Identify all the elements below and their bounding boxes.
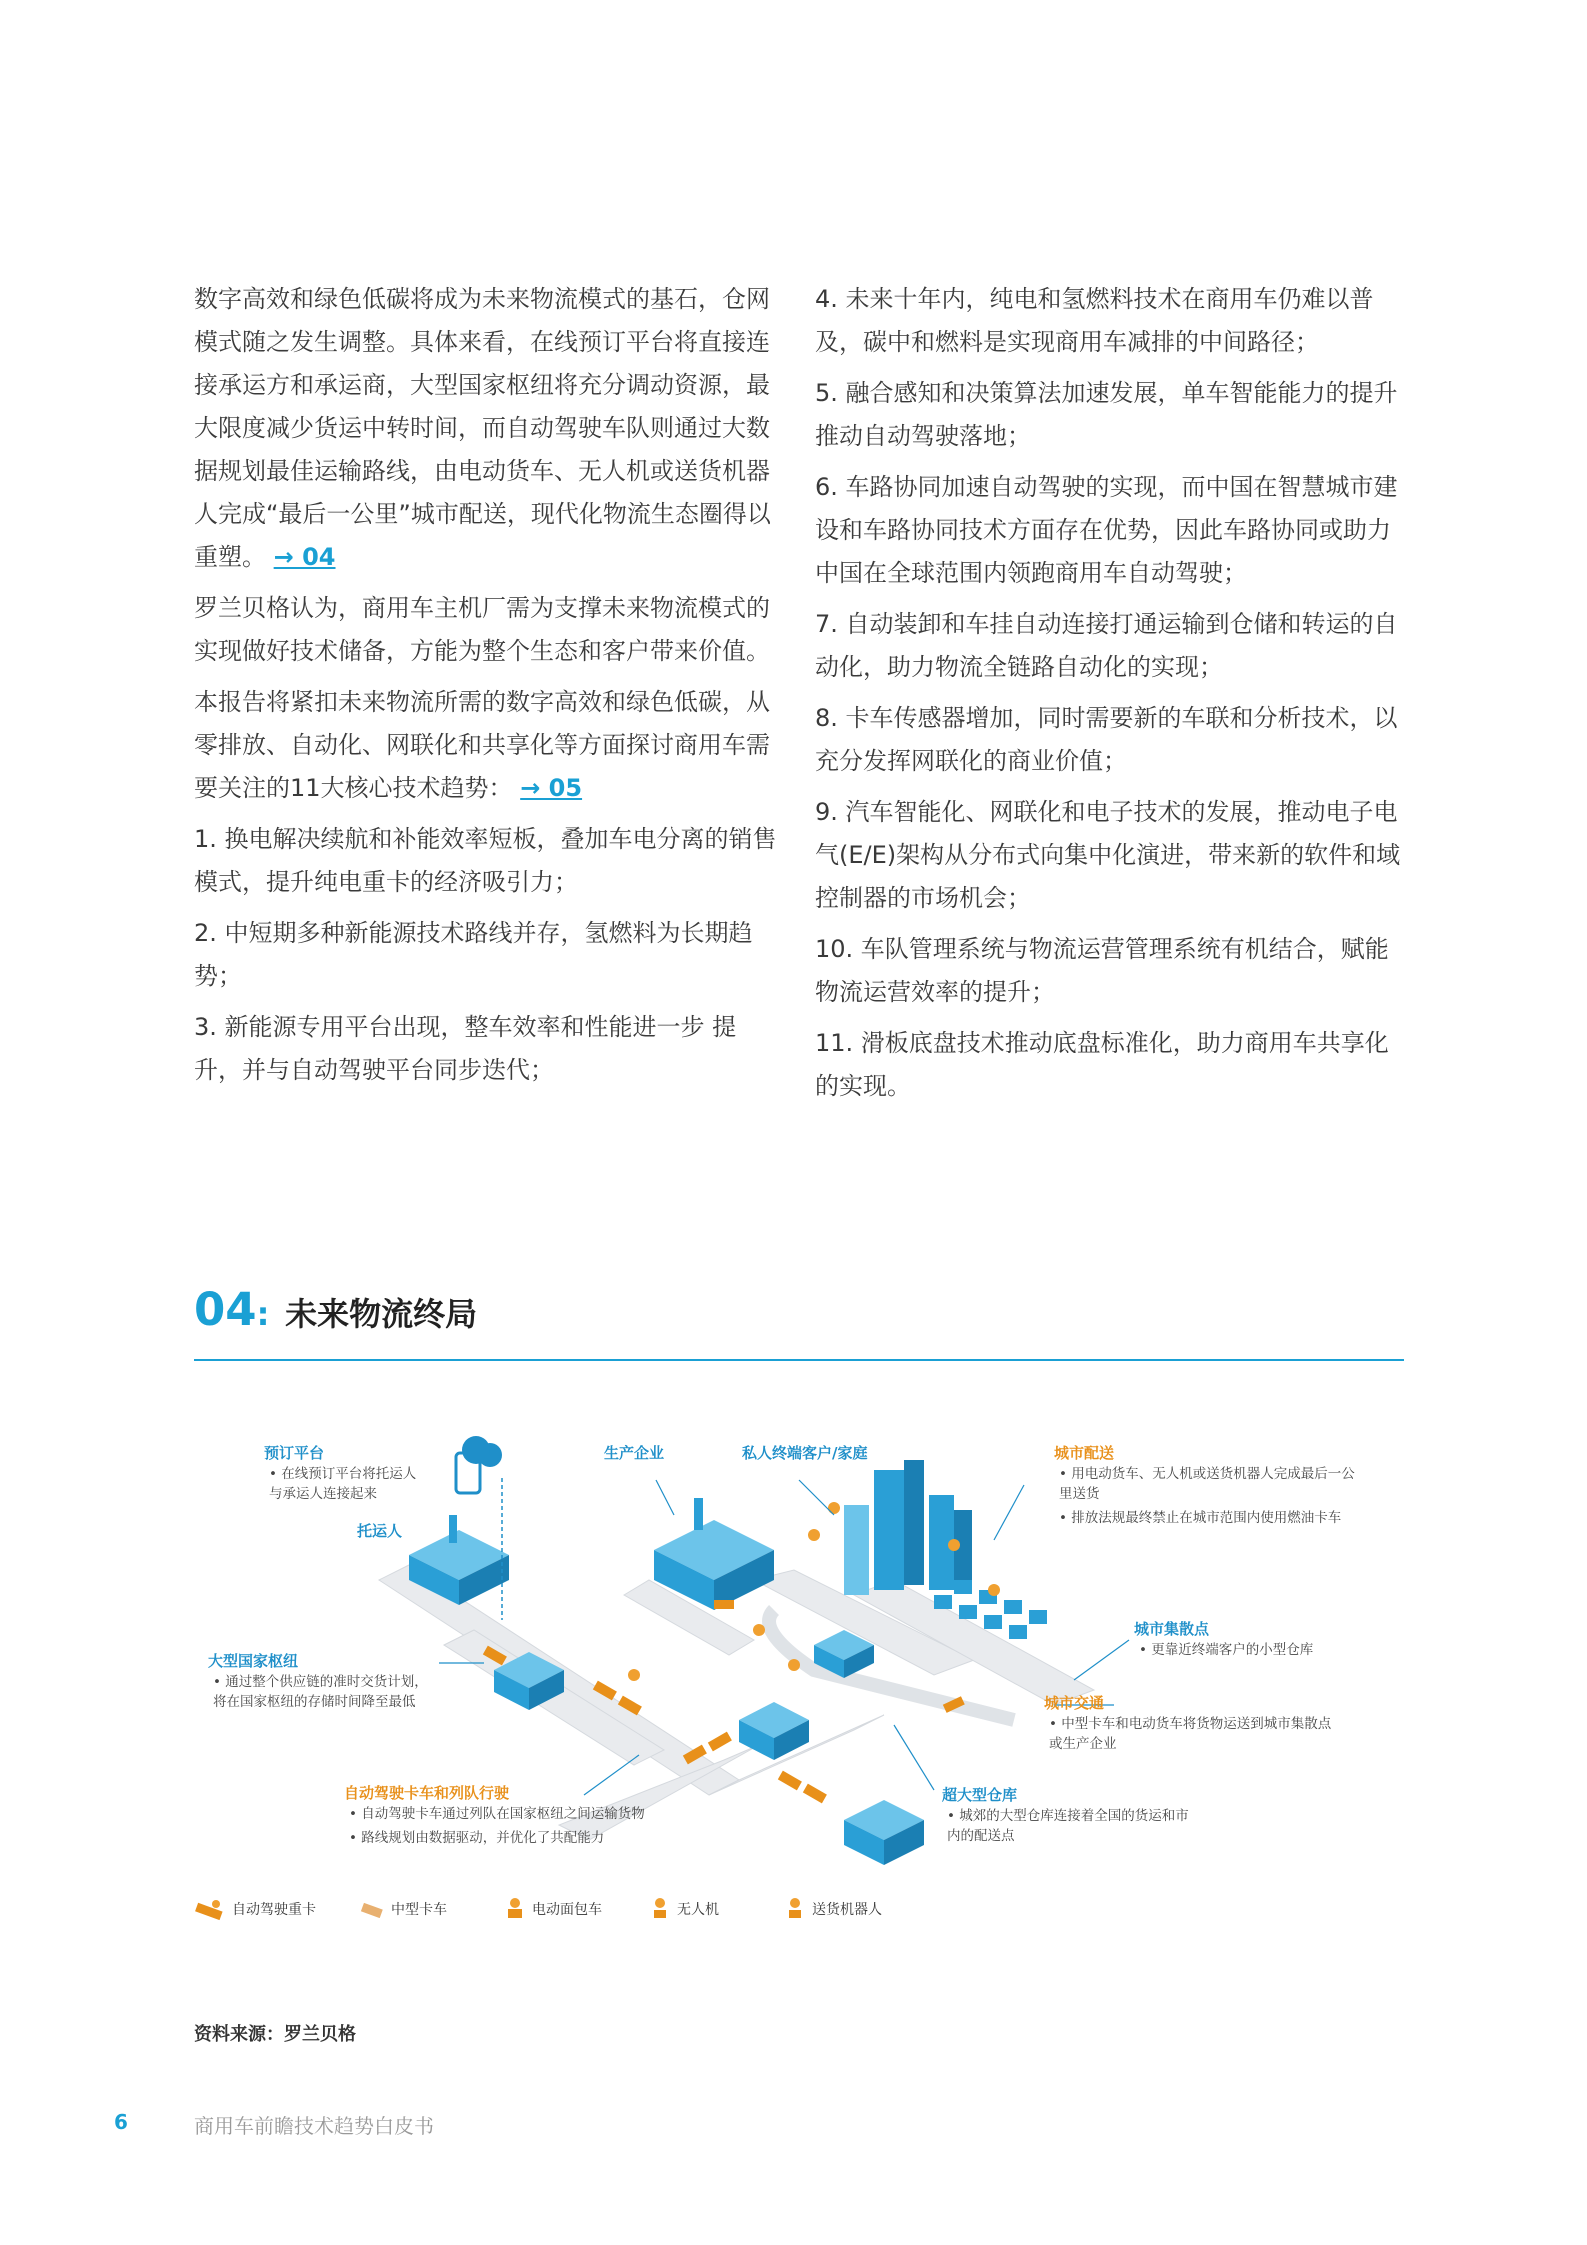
- left-text-column: [194, 278, 784, 1100]
- trend-item: 1. 换电解决续航和补能效率短板，叠加车电分离的销售模式，提升纯电重卡的经济吸引力；: [194, 825, 777, 896]
- warehouse-desc: • 城郊的大型仓库连接着全国的货运和市 内的配送点: [947, 1808, 1189, 1844]
- delivery-robot-icon: [784, 1897, 806, 1923]
- section-divider: [194, 1359, 1404, 1361]
- mega-warehouse: [844, 1800, 924, 1865]
- legend-item: 无人机: [649, 1895, 719, 1925]
- trend-item: 4. 未来十年内，纯电和氢燃料技术在商用车仍难以普及，碳中和燃料是实现商用车减排的中间路径；: [815, 285, 1374, 356]
- trend-item: 2. 中短期多种新能源技术路线并存，氢燃料为长期趋势；: [194, 919, 753, 990]
- electric-van-icon: [504, 1897, 526, 1923]
- trend-item: 11. 滑板底盘技术推动底盘标准化，助力商用车共享化的实现。: [815, 1029, 1389, 1100]
- producer-title: 生产企业: [604, 1444, 665, 1462]
- autonomous-desc-1: • 自动驾驶卡车通过列队在国家枢纽之间运输货物: [349, 1806, 645, 1822]
- city-towers: [844, 1460, 972, 1595]
- legend-item: 中型卡车: [359, 1895, 447, 1925]
- label-city-hub: [1134, 1618, 1313, 1660]
- diagram-legend: [194, 1895, 994, 1935]
- autonomous-title: 自动驾驶卡车和列队行驶: [344, 1784, 510, 1802]
- trend-item: 8. 卡车传感器增加，同时需要新的车联和分析技术，以充分发挥网联化的商业价值；: [815, 704, 1398, 775]
- booking-desc: • 在线预订平台将托运人 与承运人连接起来: [269, 1466, 417, 1502]
- ref-link-04[interactable]: → 04: [273, 543, 336, 571]
- trend-item: 3. 新能源专用平台出现，整车效率和性能进一步 提升，并与自动驾驶平台同步迭代；: [194, 1013, 737, 1084]
- city-delivery-desc-1: • 用电动货车、无人机或送货机器人完成最后一公 里送货: [1059, 1466, 1355, 1502]
- ref-link-05[interactable]: → 05: [520, 774, 583, 802]
- shipper-title: 托运人: [357, 1522, 403, 1540]
- autonomous-truck-icon: [194, 1899, 226, 1921]
- section-separator: :: [256, 1295, 270, 1333]
- rolandberger-paragraph: 罗兰贝格认为，商用车主机厂需为支撑未来物流模式的实现做好技术储备，方能为整个生态和客户带来价值。: [194, 594, 770, 665]
- label-warehouse: [942, 1784, 1272, 1846]
- label-city-delivery: [1054, 1442, 1414, 1528]
- label-producer: [604, 1442, 664, 1464]
- autonomous-desc-2: • 路线规划由数据驱动，并优化了共配能力: [349, 1830, 605, 1846]
- section-number: 04: [194, 1283, 257, 1336]
- medium-truck-icon: [359, 1899, 385, 1921]
- city-traffic-title: 城市交通: [1044, 1694, 1105, 1712]
- intro-paragraph: 数字高效和绿色低碳将成为未来物流模式的基石，仓网模式随之发生调整。具体来看，在线预订平台将直接连接承运方和承运商，大型国家枢纽将充分调动资源，最大限度减少货运中转时间，而自动驾驶车队则通过大数据规划最佳运输路线，由电动货车、无人机或送货机器人完成“最后一公里”城市配送，现代化物流生态圈得以重塑。 → 04: [194, 285, 771, 571]
- right-text-column: [815, 278, 1405, 1116]
- trend-item: 6. 车路协同加速自动驾驶的实现，而中国在智慧城市建设和车路协同技术方面存在优势，因此车路协同或助力中国在全球范围内领跑商用车自动驾驶；: [815, 473, 1398, 587]
- label-national-hub: [208, 1650, 428, 1712]
- trend-item: 10. 车队管理系统与物流运营管理系统有机结合，赋能物流运营效率的提升；: [815, 935, 1389, 1006]
- booking-title: 预订平台: [264, 1444, 325, 1462]
- source-note: 资料来源：罗兰贝格: [194, 2024, 356, 2045]
- label-booking: [264, 1442, 416, 1504]
- label-private-customer: [742, 1442, 867, 1464]
- warehouse-title: 超大型仓库: [942, 1786, 1018, 1804]
- drone-icon: [649, 1897, 671, 1923]
- city-delivery-desc-2: • 排放法规最终禁止在城市范围内使用燃油卡车: [1059, 1510, 1342, 1526]
- trend-item: 9. 汽车智能化、网联化和电子技术的发展，推动电子电气(E/E)架构从分布式向集中化演进，带来新的软件和域控制器的市场机会；: [815, 798, 1401, 912]
- label-city-traffic: [1044, 1692, 1404, 1754]
- trend-item: 7. 自动装卸和车挂自动连接打通运输到仓储和转运的自动化，助力物流全链路自动化的实现；: [815, 610, 1398, 681]
- mid-warehouse: [739, 1702, 809, 1760]
- legend-item: 自动驾驶重卡: [194, 1895, 316, 1925]
- trend-item: 5. 融合感知和决策算法加速发展，单车智能能力的提升推动自动驾驶落地；: [815, 379, 1398, 450]
- city-hub-title: 城市集散点: [1134, 1620, 1210, 1638]
- city-traffic-desc: • 中型卡车和电动货车将货物运送到城市集散点 或生产企业: [1049, 1716, 1332, 1752]
- section-title: 未来物流终局: [285, 1295, 478, 1333]
- national-hub-desc: • 通过整个供应链的准时交货计划， 将在国家枢纽的存储时间降至最低: [213, 1674, 428, 1710]
- legend-item: 送货机器人: [784, 1895, 882, 1925]
- city-delivery-title: 城市配送: [1054, 1444, 1115, 1462]
- report-scope-paragraph: 本报告将紧扣未来物流所需的数字高效和绿色低碳，从零排放、自动化、网联化和共享化等方面探讨商用车需要关注的11大核心技术趋势： → 05: [194, 688, 770, 802]
- city-hub-desc: • 更靠近终端客户的小型仓库: [1139, 1642, 1314, 1658]
- footer-title: 商用车前瞻技术趋势白皮书: [194, 2114, 434, 2138]
- label-shipper: [357, 1520, 402, 1542]
- national-hub-title: 大型国家枢纽: [208, 1652, 299, 1670]
- page-number: 6: [114, 2110, 128, 2134]
- label-autonomous: [344, 1782, 764, 1848]
- logistics-diagram: [194, 1420, 1404, 1950]
- section-heading: [194, 1283, 477, 1336]
- legend-item: 电动面包车: [504, 1895, 602, 1925]
- private-customer-title: 私人终端客户/家庭: [742, 1444, 868, 1462]
